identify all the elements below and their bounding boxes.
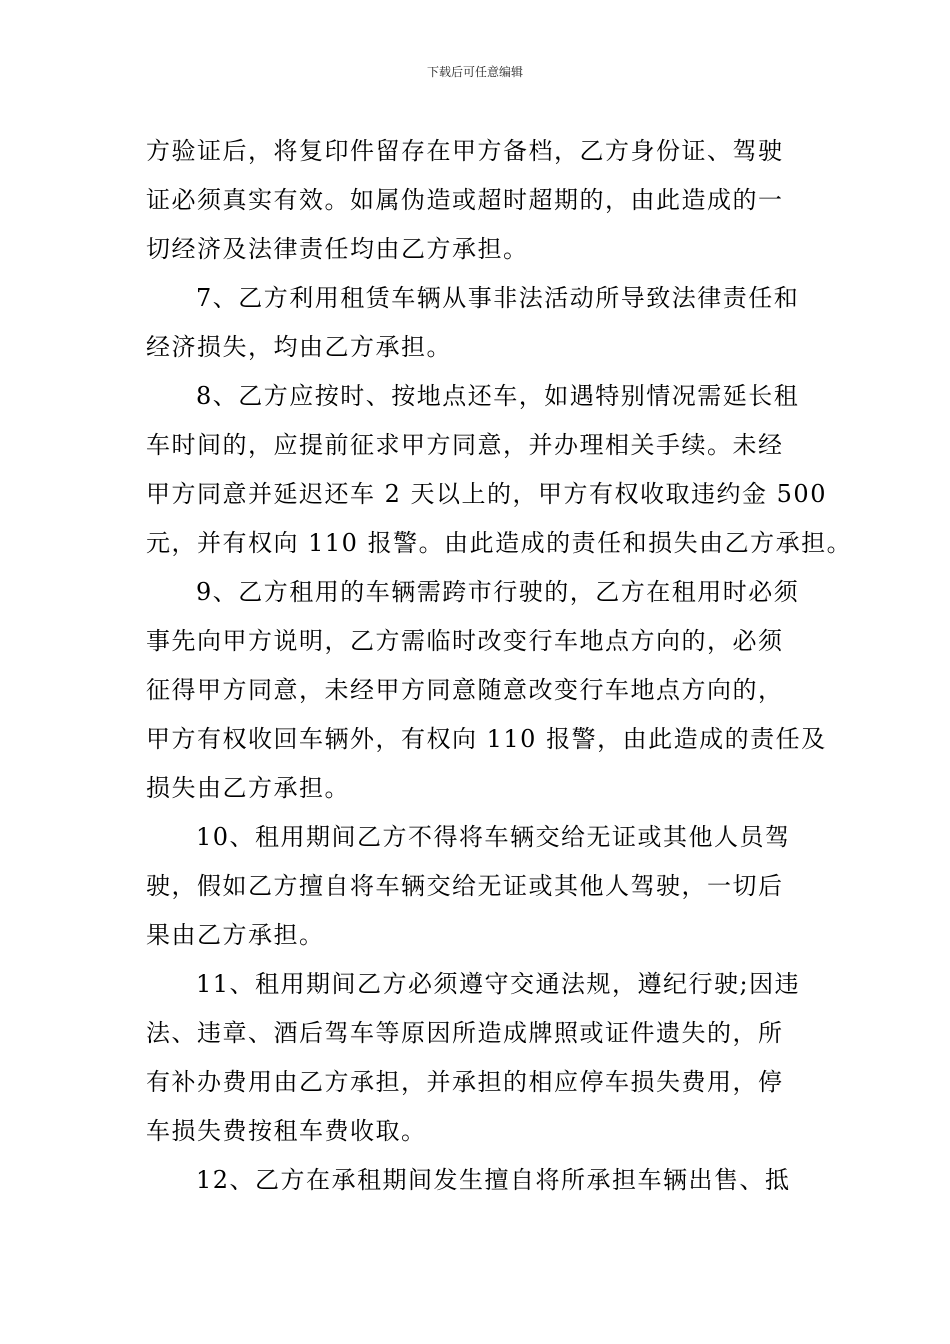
text-line: 有补办费用由乙方承担，并承担的相应停车损失费用，停 [146, 1068, 784, 1096]
text-line: 损失由乙方承担。 [146, 774, 350, 802]
text-line: 征得甲方同意，未经甲方同意随意改变行车地点方向的， [146, 676, 784, 704]
paragraph-start-10: 10、租用期间乙方不得将车辆交给无证或其他人员驾 [196, 823, 791, 851]
text-line: 甲方同意并延迟还车 2 天以上的，甲方有权收取违约金 500 [146, 480, 827, 508]
text-line: 经济损失，均由乙方承担。 [146, 333, 452, 361]
text-line: 车时间的，应提前征求甲方同意，并办理相关手续。未经 [146, 431, 784, 459]
paragraph-start-7: 7、乙方利用租赁车辆从事非法活动所导致法律责任和 [196, 284, 800, 312]
text-line: 驶，假如乙方擅自将车辆交给无证或其他人驾驶，一切后 [146, 872, 784, 900]
text-line: 元，并有权向 110 报警。由此造成的责任和损失由乙方承担。 [146, 529, 853, 557]
page-header: 下载后可任意编辑 [426, 65, 523, 79]
text-line: 甲方有权收回车辆外，有权向 110 报警，由此造成的责任及 [146, 725, 827, 753]
document-body [146, 127, 853, 1205]
paragraph-start-9: 9、乙方租用的车辆需跨市行驶的，乙方在租用时必须 [196, 578, 800, 606]
paragraph-start-11: 11、租用期间乙方必须遵守交通法规，遵纪行驶;因违 [196, 970, 801, 998]
text-line: 方验证后，将复印件留存在甲方备档，乙方身份证、驾驶 [146, 137, 784, 165]
text-line: 车损失费按租车费收取。 [146, 1117, 427, 1145]
paragraph-start-8: 8、乙方应按时、按地点还车，如遇特别情况需延长租 [196, 382, 800, 410]
text-line: 切经济及法律责任均由乙方承担。 [146, 235, 529, 263]
text-line: 法、违章、酒后驾车等原因所造成牌照或证件遗失的，所 [146, 1019, 784, 1047]
paragraph-start-12: 12、乙方在承租期间发生擅自将所承担车辆出售、抵 [196, 1166, 791, 1194]
text-line: 果由乙方承担。 [146, 921, 325, 949]
text-line: 事先向甲方说明，乙方需临时改变行车地点方向的，必须 [146, 627, 784, 655]
text-line: 证必须真实有效。如属伪造或超时超期的，由此造成的一 [146, 186, 784, 214]
